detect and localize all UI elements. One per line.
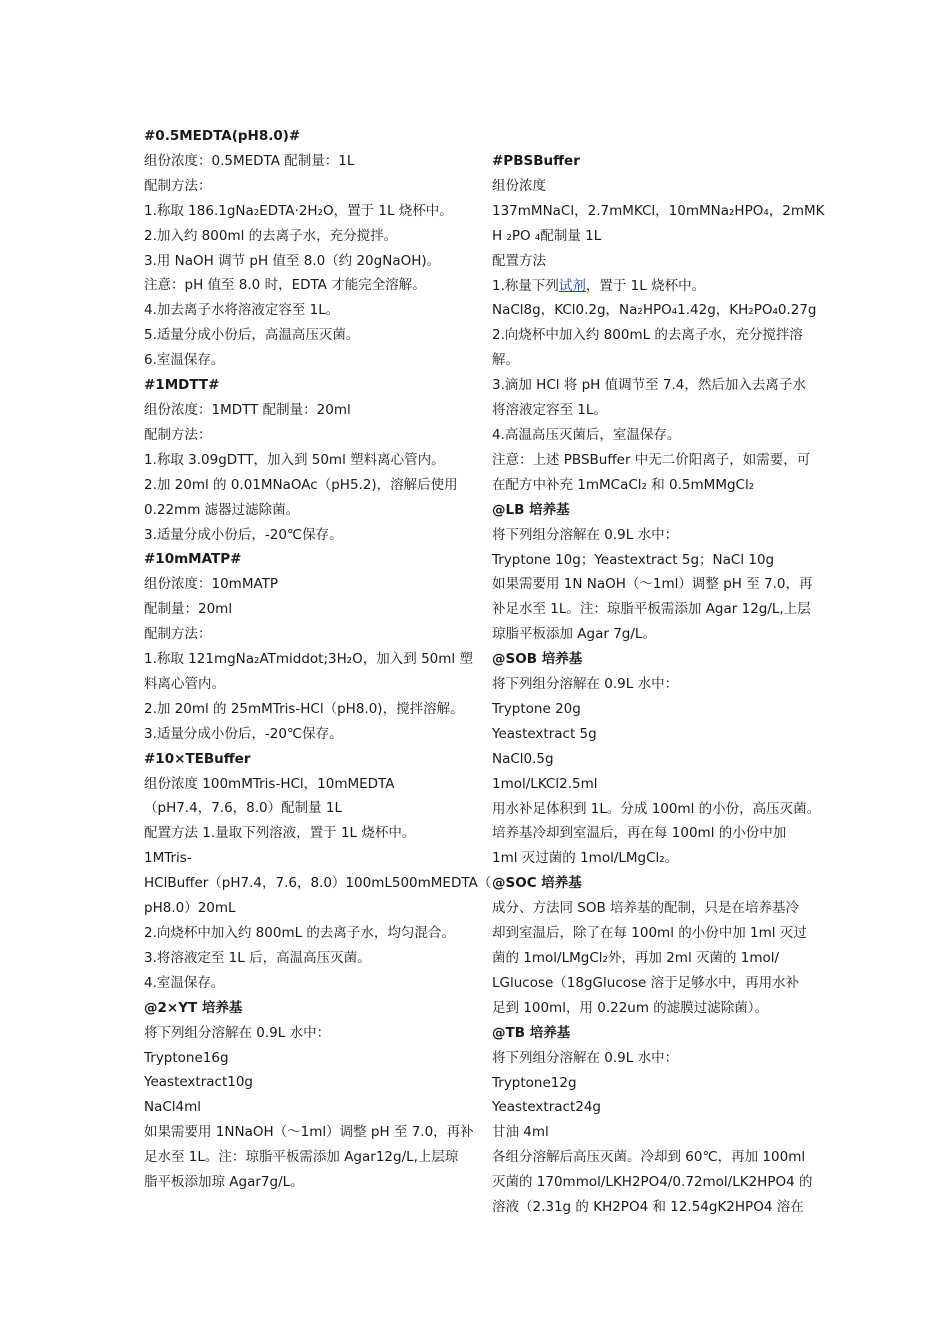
text-line: 足到 100ml，用 0.22um 的滤膜过滤除菌）。 — [492, 999, 769, 1016]
text-line: 如果需要用 1NNaOH（～1ml）调整 pH 至 7.0，再补 — [144, 1124, 474, 1141]
text-line: 2.加入约 800ml 的去离子水，充分搅拌。 — [144, 227, 398, 244]
text-line: 3.适量分成小份后，-20℃保存。 — [144, 725, 343, 742]
text-line: 6.室温保存。 — [144, 352, 225, 369]
section-heading: @TB 培养基 — [492, 1024, 571, 1041]
text-line: 甘油 4ml — [492, 1124, 549, 1141]
text-line: 2.向烧杯中加入约 800mL 的去离子水，充分搅拌溶 — [492, 327, 803, 344]
text-line: 将下列组分溶解在 0.9L 水中： — [492, 526, 679, 543]
section-heading: @SOC 培养基 — [492, 875, 582, 892]
text-line: 配制方法： — [144, 177, 212, 194]
text-line: 4.室温保存。 — [144, 974, 225, 991]
text-line: 组份浓度：1MDTT 配制量：20ml — [144, 401, 351, 418]
text-line: 组份浓度：0.5MEDTA 配制量：1L — [144, 152, 355, 169]
text-line: 2.加 20ml 的 0.01MNaOAc（pH5.2)，溶解后使用 — [144, 476, 458, 493]
section-heading: #10×TEBuffer — [144, 750, 251, 767]
text-line: NaCl8g，KCl0.2g，Na₂HPO₄1.42g，KH₂PO₄0.27g — [492, 302, 817, 319]
text-line: 将下列组分溶解在 0.9L 水中： — [144, 1024, 331, 1041]
text-line: Yeastextract24g — [492, 1099, 601, 1116]
text-line: 培养基冷却到室温后，再在每 100ml 的小份中加 — [492, 825, 787, 842]
text-line: 配制方法： — [144, 626, 212, 643]
text-line: 组份浓度 — [492, 177, 546, 194]
text-line: 4.高温高压灭菌后，室温保存。 — [492, 426, 681, 443]
text-line: 将下列组分溶解在 0.9L 水中： — [492, 676, 679, 693]
text-line: 如果需要用 1N NaOH（～1ml）调整 pH 至 7.0，再 — [492, 576, 813, 593]
text-line: 组份浓度 100mMTris-HCl，10mMEDTA — [144, 775, 395, 792]
text-line: pH8.0）20mL — [144, 900, 236, 917]
section-heading: #PBSBuffer — [492, 153, 580, 169]
text-line: LGlucose（18gGlucose 溶于足够水中，再用水补 — [492, 974, 800, 991]
text-line: 1.称取 3.09gDTT，加入到 50ml 塑料离心管内。 — [144, 451, 445, 468]
text-line: Yeastextract 5g — [492, 725, 597, 742]
right-column — [492, 149, 825, 1220]
text-line: 配制量：20ml — [144, 601, 233, 618]
text-line: 琼脂平板添加 Agar 7g/L。 — [492, 626, 656, 643]
text-line: 137mMNaCl，2.7mMKCl，10mMNa₂HPO₄，2mMK — [492, 202, 825, 219]
text-line: 1MTris- — [144, 850, 192, 867]
text-line: 解。 — [492, 352, 519, 369]
text-line: 4.加去离子水将溶液定容至 1L。 — [144, 302, 340, 319]
text-line: 注意：上述 PBSBuffer 中无二价阳离子，如需要，可 — [492, 451, 811, 468]
text-line: 各组分溶解后高压灭菌。冷却到 60℃，再加 100ml — [492, 1149, 806, 1166]
text-line: 脂平板添加琼 Agar7g/L。 — [144, 1174, 304, 1191]
text-line: 注意：pH 值至 8.0 时，EDTA 才能完全溶解。 — [144, 277, 426, 294]
text-line: NaCl0.5g — [492, 750, 554, 767]
text-line: 补足水至 1L。注：琼脂平板需添加 Agar 12g/L,上层 — [492, 601, 811, 618]
text-line: NaCl4ml — [144, 1099, 202, 1116]
text-line: 配制方法： — [144, 426, 212, 443]
text-fragment: 1.称量下列 — [492, 277, 559, 294]
text-line: 1ml 灭过菌的 1mol/LMgCl₂。 — [492, 850, 679, 867]
section-heading: @2×YT 培养基 — [144, 999, 243, 1016]
text-line — [492, 274, 820, 299]
text-line: 将下列组分溶解在 0.9L 水中： — [492, 1049, 679, 1066]
section-heading: #10mMATP# — [144, 551, 242, 568]
text-line: 3.滴加 HCl 将 pH 值调节至 7.4，然后加入去离子水 — [492, 377, 806, 394]
text-line: 0.22mm 滤器过滤除菌。 — [144, 501, 300, 518]
text-line: 在配方中补充 1mMCaCl₂ 和 0.5mMMgCl₂ — [492, 476, 755, 493]
text-line: （pH7.4，7.6，8.0）配制量 1L — [144, 800, 343, 817]
text-line: 成分、方法同 SOB 培养基的配制，只是在培养基冷 — [492, 900, 800, 917]
text-line: 足水至 1L。注：琼脂平板需添加 Agar12g/L,上层琼 — [144, 1149, 459, 1166]
section-heading: @SOB 培养基 — [492, 651, 583, 668]
text-line: 3.适量分成小份后，-20℃保存。 — [144, 526, 343, 543]
text-line: 3.将溶液定至 1L 后，高温高压灭菌。 — [144, 949, 371, 966]
text-line: 5.适量分成小份后，高温高压灭菌。 — [144, 327, 360, 344]
text-line: 溶液（2.31g 的 KH2PO4 和 12.54gK2HPO4 溶在 — [492, 1199, 804, 1216]
section-heading: @LB 培养基 — [492, 501, 570, 518]
text-line: 灭菌的 170mmol/LKH2PO4/0.72mol/LK2HPO4 的 — [492, 1174, 813, 1191]
text-line: HClBuffer（pH7.4，7.6，8.0）100mL500mMEDTA（ — [144, 875, 492, 892]
section-heading: #1MDTT# — [144, 377, 220, 394]
text-line: 组份浓度：10mMATP — [144, 576, 279, 593]
text-line: 1.称取 121mgNa₂ATmiddot;3H₂O，加入到 50ml 塑 — [144, 651, 473, 668]
text-line: 配置方法 1.量取下列溶液，置于 1L 烧杯中。 — [144, 825, 416, 842]
text-line: 用水补足体积到 1L。分成 100ml 的小份，高压灭菌。 — [492, 800, 821, 817]
text-line: 3.用 NaOH 调节 pH 值至 8.0（约 20gNaOH)。 — [144, 252, 441, 269]
text-line: Tryptone12g — [492, 1074, 577, 1091]
text-line: 料离心管内。 — [144, 675, 225, 692]
section-heading: #0.5MEDTA(pH8.0)# — [144, 128, 301, 144]
reagent-link[interactable]: 试剂 — [558, 277, 586, 294]
text-line: 菌的 1mol/LMgCl₂外，再加 2ml 灭菌的 1mol/ — [492, 950, 780, 966]
text-line: Tryptone16g — [144, 1049, 229, 1066]
text-line: 1mol/LKCl2.5ml — [492, 775, 598, 792]
text-line: 2.加 20ml 的 25mMTris-HCl（pH8.0)，搅拌溶解。 — [144, 700, 464, 717]
text-line: 2.向烧杯中加入约 800mL 的去离子水，均匀混合。 — [144, 925, 455, 941]
left-column — [144, 124, 492, 1195]
text-line: 却到室温后，除了在每 100ml 的小份中加 1ml 灭过 — [492, 925, 807, 942]
text-line: H ₂PO ₄配制量 1L — [492, 227, 602, 244]
text-line: Tryptone 10g；Yeastextract 5g；NaCl 10g — [492, 551, 775, 568]
text-line: 1.称取 186.1gNa₂EDTA·2H₂O，置于 1L 烧杯中。 — [144, 202, 453, 219]
text-line: Yeastextract10g — [144, 1074, 253, 1091]
text-line: Tryptone 20g — [492, 700, 581, 717]
text-fragment: ，置于 1L 烧杯中。 — [585, 277, 706, 294]
text-line: 配置方法 — [492, 252, 546, 269]
text-line: 将溶液定容至 1L。 — [492, 402, 607, 419]
